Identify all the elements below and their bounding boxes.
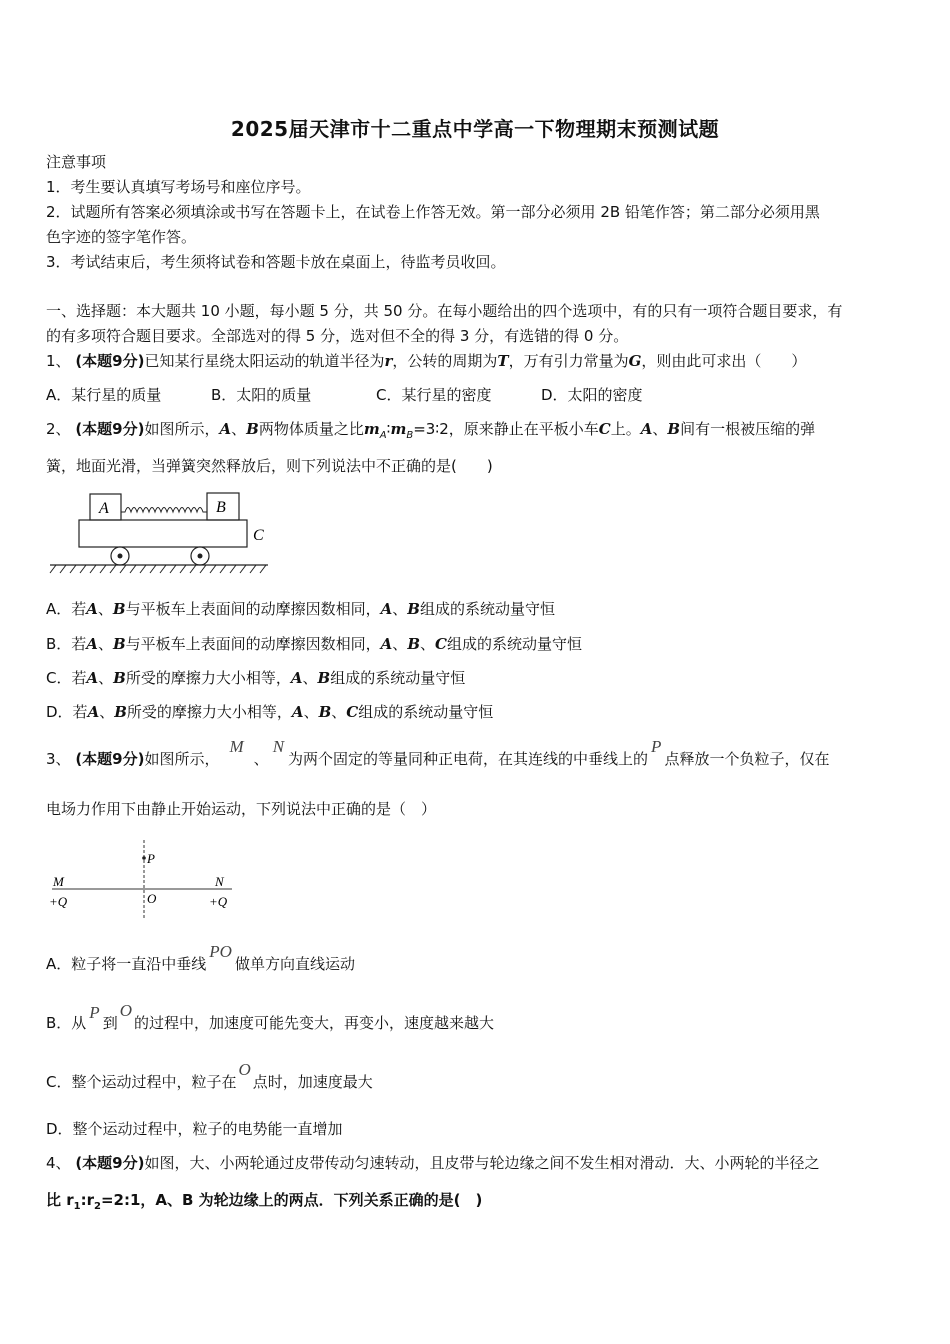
question-2-stem-line2: 簧，地面光滑，当弹簧突然释放后，则下列说法中不正确的是( ) [46, 457, 493, 475]
question-number: 4、 [46, 1154, 71, 1172]
notice-item-3: 3．考试结束后，考生须将试卷和答题卡放在桌面上，待监考员收回。 [46, 253, 506, 271]
charge-n-label: N [215, 874, 224, 889]
option-d[interactable]: D．太阳的密度 [541, 386, 643, 404]
spring [121, 508, 207, 513]
option-a[interactable]: A．某行星的质量 [46, 386, 162, 404]
question-3-option-d[interactable]: D．整个运动过程中，粒子的电势能一直增加 [46, 1120, 343, 1138]
question-score-tag: (本题9分) [75, 420, 145, 438]
question-2-option-a[interactable]: A．若A、B与平板车上表面间的动摩擦因数相同，A、B组成的系统动量守恒 [46, 600, 555, 618]
question-number: 2、 [46, 420, 71, 438]
point-p [142, 856, 146, 860]
question-number: 3、 [46, 750, 71, 768]
question-2-option-b[interactable]: B．若A、B与平板车上表面间的动摩擦因数相同，A、B、C组成的系统动量守恒 [46, 635, 582, 653]
charge-m-value: +Q [49, 894, 68, 909]
section-intro-line2: 的有多项符合题目要求。全部选对的得 5 分，选对但不全的得 3 分，有选错的得 0 分。 [46, 327, 629, 345]
wheel-left-hub [118, 554, 123, 559]
question-2-option-c[interactable]: C．若A、B所受的摩擦力大小相等，A、B组成的系统动量守恒 [46, 669, 466, 687]
point-p-label: P [147, 851, 155, 866]
option-b[interactable]: B．太阳的质量 [211, 386, 312, 404]
wheel-right-hub [198, 554, 203, 559]
question-score-tag: (本题9分) [75, 352, 145, 370]
question-score-tag: (本题9分) [75, 1154, 145, 1172]
block-a-label: A [99, 500, 109, 517]
section-intro-line1: 一、选择题：本大题共 10 小题，每小题 5 分，共 50 分。在每小题给出的四个选项中，有的只有一项符合题目要求，有 [46, 302, 843, 320]
question-score-tag: (本题9分) [75, 750, 145, 768]
ground-hatching [50, 565, 266, 573]
question-3-option-a[interactable]: A．粒子将一直沿中垂线PO做单方向直线运动 [46, 942, 355, 973]
notice-item-1: 1．考生要认真填写考场号和座位序号。 [46, 178, 311, 196]
block-b-label: B [216, 499, 226, 516]
question-2-option-d[interactable]: D．若A、B所受的摩擦力大小相等，A、B、C组成的系统动量守恒 [46, 703, 494, 721]
question-1-stem: 1、 (本题9分)已知某行星绕太阳运动的轨道半径为r，公转的周期为T，万有引力常量为G，则由此可求出（ ） [46, 352, 807, 370]
question-3-stem-line2: 电场力作用下由静止开始运动，下列说法中正确的是（ ） [46, 800, 437, 818]
point-o-label: O [147, 891, 157, 906]
question-3-option-c[interactable]: C．整个运动过程中，粒子在O点时，加速度最大 [46, 1060, 373, 1091]
question-number: 1、 [46, 352, 71, 370]
exam-title: 2025届天津市十二重点中学高一下物理期末预测试题 [230, 117, 720, 141]
notice-heading: 注意事项 [46, 153, 107, 171]
notice-item-2-line2: 色字迹的签字笔作答。 [46, 228, 197, 246]
question-4-stem-line2: 比 $r_1:r_2=2:1$，A、B 为轮边缘上的两点．下列关系正确的是( ) [46, 1191, 483, 1212]
notice-item-2-line1: 2．试题所有答案必须填涂或书写在答题卡上，在试卷上作答无效。第一部分必须用 2B 铅笔作答；第二部分必须用黑 [46, 203, 820, 221]
question-4-stem-line1: 4、 (本题9分)如图，大、小两轮通过皮带传动匀速转动，且皮带与轮边缘之间不发生相对滑动．大、小两轮的半径之 [46, 1154, 820, 1172]
option-c[interactable]: C．某行星的密度 [376, 386, 492, 404]
cart-label: C [253, 527, 264, 544]
charge-m-label: M [53, 874, 64, 889]
question-3-stem-line1: 3、 (本题9分)如图所示，M、N为两个固定的等量同种正电荷，在其连线的中垂线上的P点释放一个负粒子，仅在 [46, 737, 830, 768]
question-1-options [46, 386, 643, 404]
charge-n-value: +Q [209, 894, 228, 909]
charges-figure [46, 836, 246, 922]
cart-spring-figure [46, 488, 278, 578]
question-2-stem-line1: 2、 (本题9分)如图所示，A、B两物体质量之比$m_A∶m_B=3∶2$，原来静止在平板小车C上。A、B间有一根被压缩的弹 [46, 420, 816, 441]
question-3-option-b[interactable]: B．从P到O的过程中，加速度可能先变大，再变小，速度越来越大 [46, 1001, 494, 1032]
cart-body [79, 520, 247, 547]
